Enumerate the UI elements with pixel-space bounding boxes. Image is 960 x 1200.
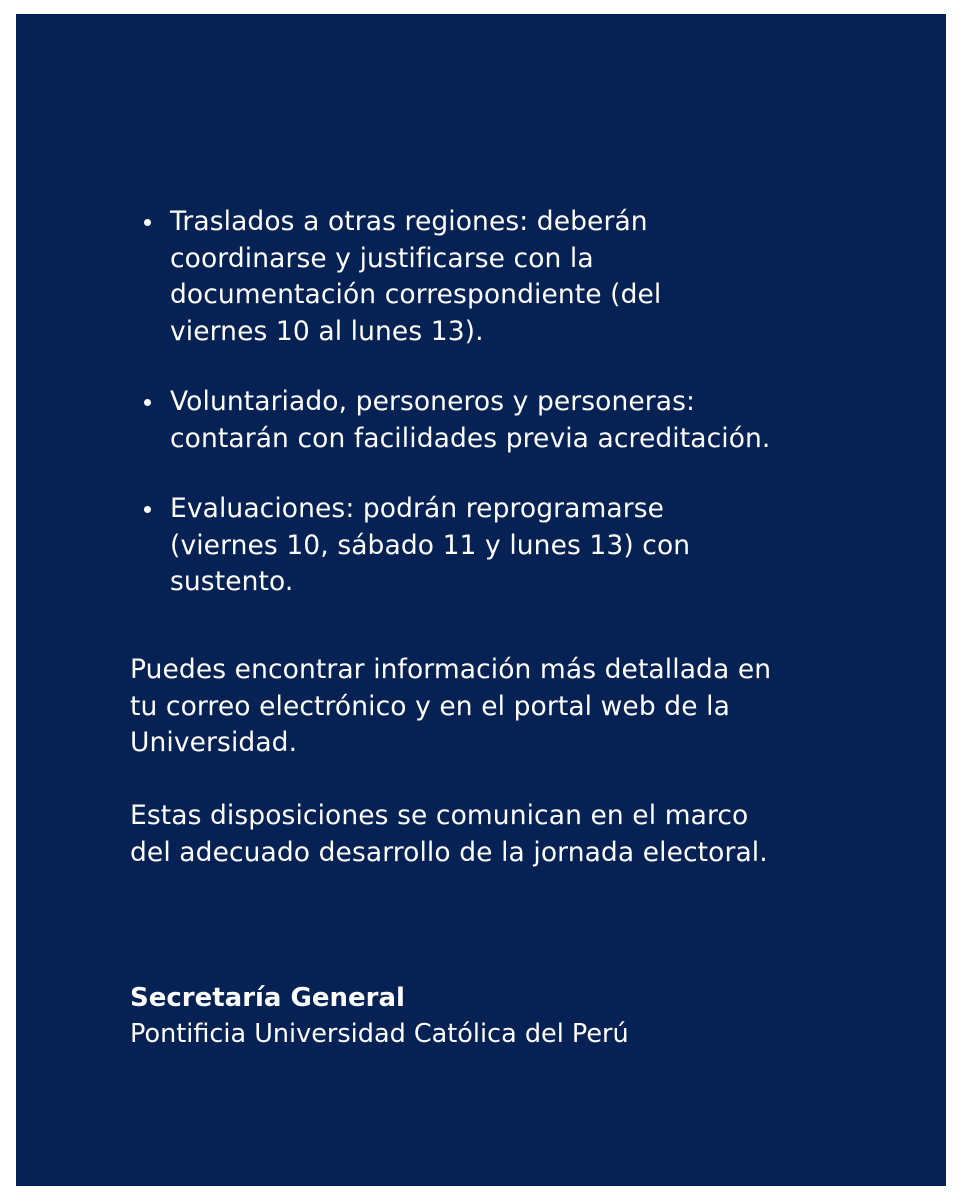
bullet-line: Evaluaciones: podrán reprogramarse bbox=[170, 493, 665, 524]
signature-block bbox=[130, 980, 870, 1052]
bullet-dot-icon bbox=[144, 506, 151, 513]
bullet-list bbox=[142, 204, 862, 635]
bullet-line: Traslados a otras regiones: deberán bbox=[170, 206, 648, 237]
bullet-line: Voluntariado, personeros y personeras: bbox=[170, 386, 696, 417]
bullet-dot-icon bbox=[144, 219, 151, 226]
paragraph-line: Puedes encontrar información más detallada en bbox=[130, 654, 772, 685]
bullet-line: documentación correspondiente (del bbox=[170, 279, 662, 310]
paragraph-line: Universidad. bbox=[130, 727, 298, 758]
bullet-line: coordinarse y justificarse con la bbox=[170, 242, 594, 274]
disposition-paragraph bbox=[130, 798, 870, 871]
bullet-line: viernes 10 al lunes 13). bbox=[170, 315, 484, 347]
bullet-line: contarán con facilidades previa acreditación. bbox=[170, 422, 771, 454]
bullet-line: sustento. bbox=[170, 566, 294, 597]
bullet-item-voluntariado bbox=[142, 384, 862, 457]
info-paragraph bbox=[130, 652, 870, 762]
signature-name: Secretaría General bbox=[130, 983, 405, 1013]
paragraph-line: Estas disposiciones se comunican en el marco bbox=[130, 800, 749, 831]
announcement-panel bbox=[16, 14, 946, 1186]
signature-organization: Pontificia Universidad Católica del Perú bbox=[130, 1019, 629, 1049]
bullet-item-evaluaciones bbox=[142, 491, 862, 601]
bullet-line: (viernes 10, sábado 11 y lunes 13) con bbox=[170, 529, 691, 561]
bullet-item-traslados bbox=[142, 204, 862, 350]
paragraph-line: del adecuado desarrollo de la jornada electoral. bbox=[130, 836, 768, 868]
bullet-dot-icon bbox=[144, 399, 151, 406]
paragraph-line: tu correo electrónico y en el portal web de la bbox=[130, 690, 730, 722]
